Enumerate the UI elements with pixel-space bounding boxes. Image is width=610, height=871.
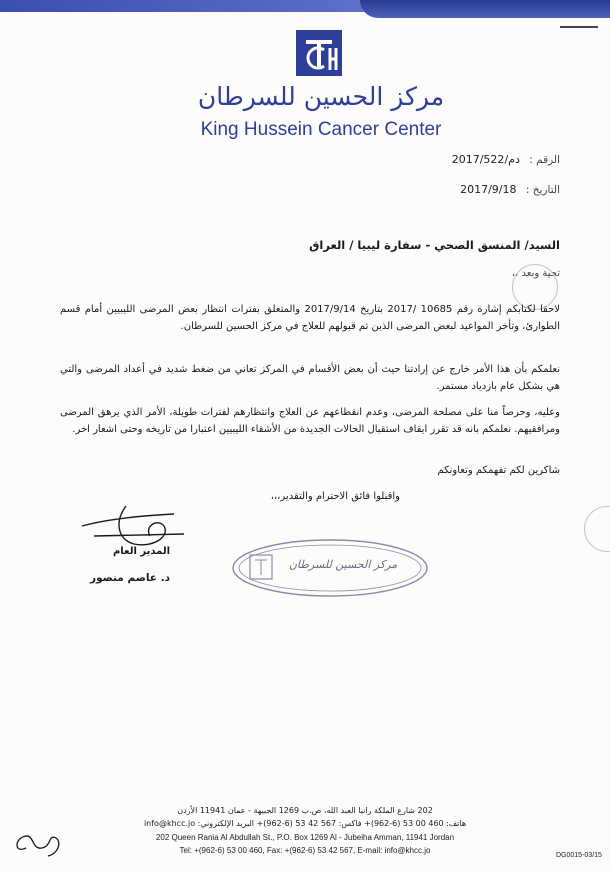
- greeting-line: تحية وبعد ،،: [511, 268, 560, 279]
- recipient-line: السيد/ المنسق الصحي - سفارة ليبيا / العراق: [309, 238, 560, 252]
- signatory-title: المدير العام: [112, 546, 170, 557]
- footer-address-english: 202 Queen Rania Al Abdullah St., P.O. Box 1269 Al - Jubeiha Amman, 11941 Jordan: [155, 833, 455, 842]
- footer-contact-english: Tel: +(962-6) 53 00 460, Fax: +(962-6) 53 42 567, E-mail: info@khcc.jo: [179, 846, 431, 855]
- date-value: 2017/9/18: [460, 183, 517, 196]
- body-paragraph: شاكرين لكم تفهمكم وتعاونكم: [437, 465, 560, 476]
- scan-circle-mark: [584, 506, 610, 552]
- handwritten-initials: [8, 828, 68, 862]
- date-label: التاريخ :: [525, 184, 560, 196]
- reference-label: الرقم :: [529, 154, 560, 166]
- reference-line: [420, 153, 560, 166]
- org-name-english: King Hussein Cancer Center: [200, 119, 442, 140]
- body-paragraph: نعلمكم بأن هذا الأمر خارج عن إرادتنا حيث أن بعض الأقسام في المركز تعاني من ضغط شديد في أعداد المرضى والتي هي بشكل عام بازدياد مستمر.: [60, 364, 560, 392]
- body-paragraph: وعليه، وحرصاً منا على مصلحة المرضى، وعدم انقطاعهم عن العلاج وانتظارهم لفترات طويلة، الأمر الذي يرهق المرضى ومرافقيهم. نعلمكم بانه قد تقرر ايقاف استقبال الحالات الجديدة من الأشقاء الليبيين اعتبارا من تاريخه وحتى اشعار اخر.: [60, 407, 560, 435]
- footer-contact-arabic: هاتف: 460 00 53 (6-962)+ فاكس: 567 42 53 (6-962)+ البريد الإلكتروني: info@khcc.jo: [143, 819, 467, 828]
- body-paragraph: لاحقا لكتابكم إشارة رقم 10685 /2017 بتاريخ 2017/9/14 والمتعلق بفترات انتظار بعض المرضى الليبيين أمام قسم الطوارئ، وتأخر المواعيد لبعض المرضى الذين تم قبولهم للعلاج في مركز الحسين للسرطان.: [60, 304, 560, 332]
- top-band-accent: [360, 0, 610, 18]
- khcc-logo-icon: [294, 28, 344, 78]
- date-line: [420, 183, 560, 196]
- document-code: DG0015-03/15: [556, 852, 602, 859]
- corner-line-mark: [560, 26, 598, 28]
- signatory-name: د. عاصم منصور: [90, 572, 170, 584]
- closing-line: واقبلوا فائق الاحترام والتقدير،،،: [270, 491, 400, 502]
- org-name-arabic: مركز الحسين للسرطان: [197, 82, 445, 111]
- stamp-text: مركز الحسين للسرطان: [288, 558, 398, 571]
- reference-value: دم/2017/522: [451, 153, 520, 166]
- footer-address-arabic: 202 شارع الملكة رانيا العبد الله، ص.ب 1269 الجبيهة - عمان 11941 الأردن: [177, 806, 433, 815]
